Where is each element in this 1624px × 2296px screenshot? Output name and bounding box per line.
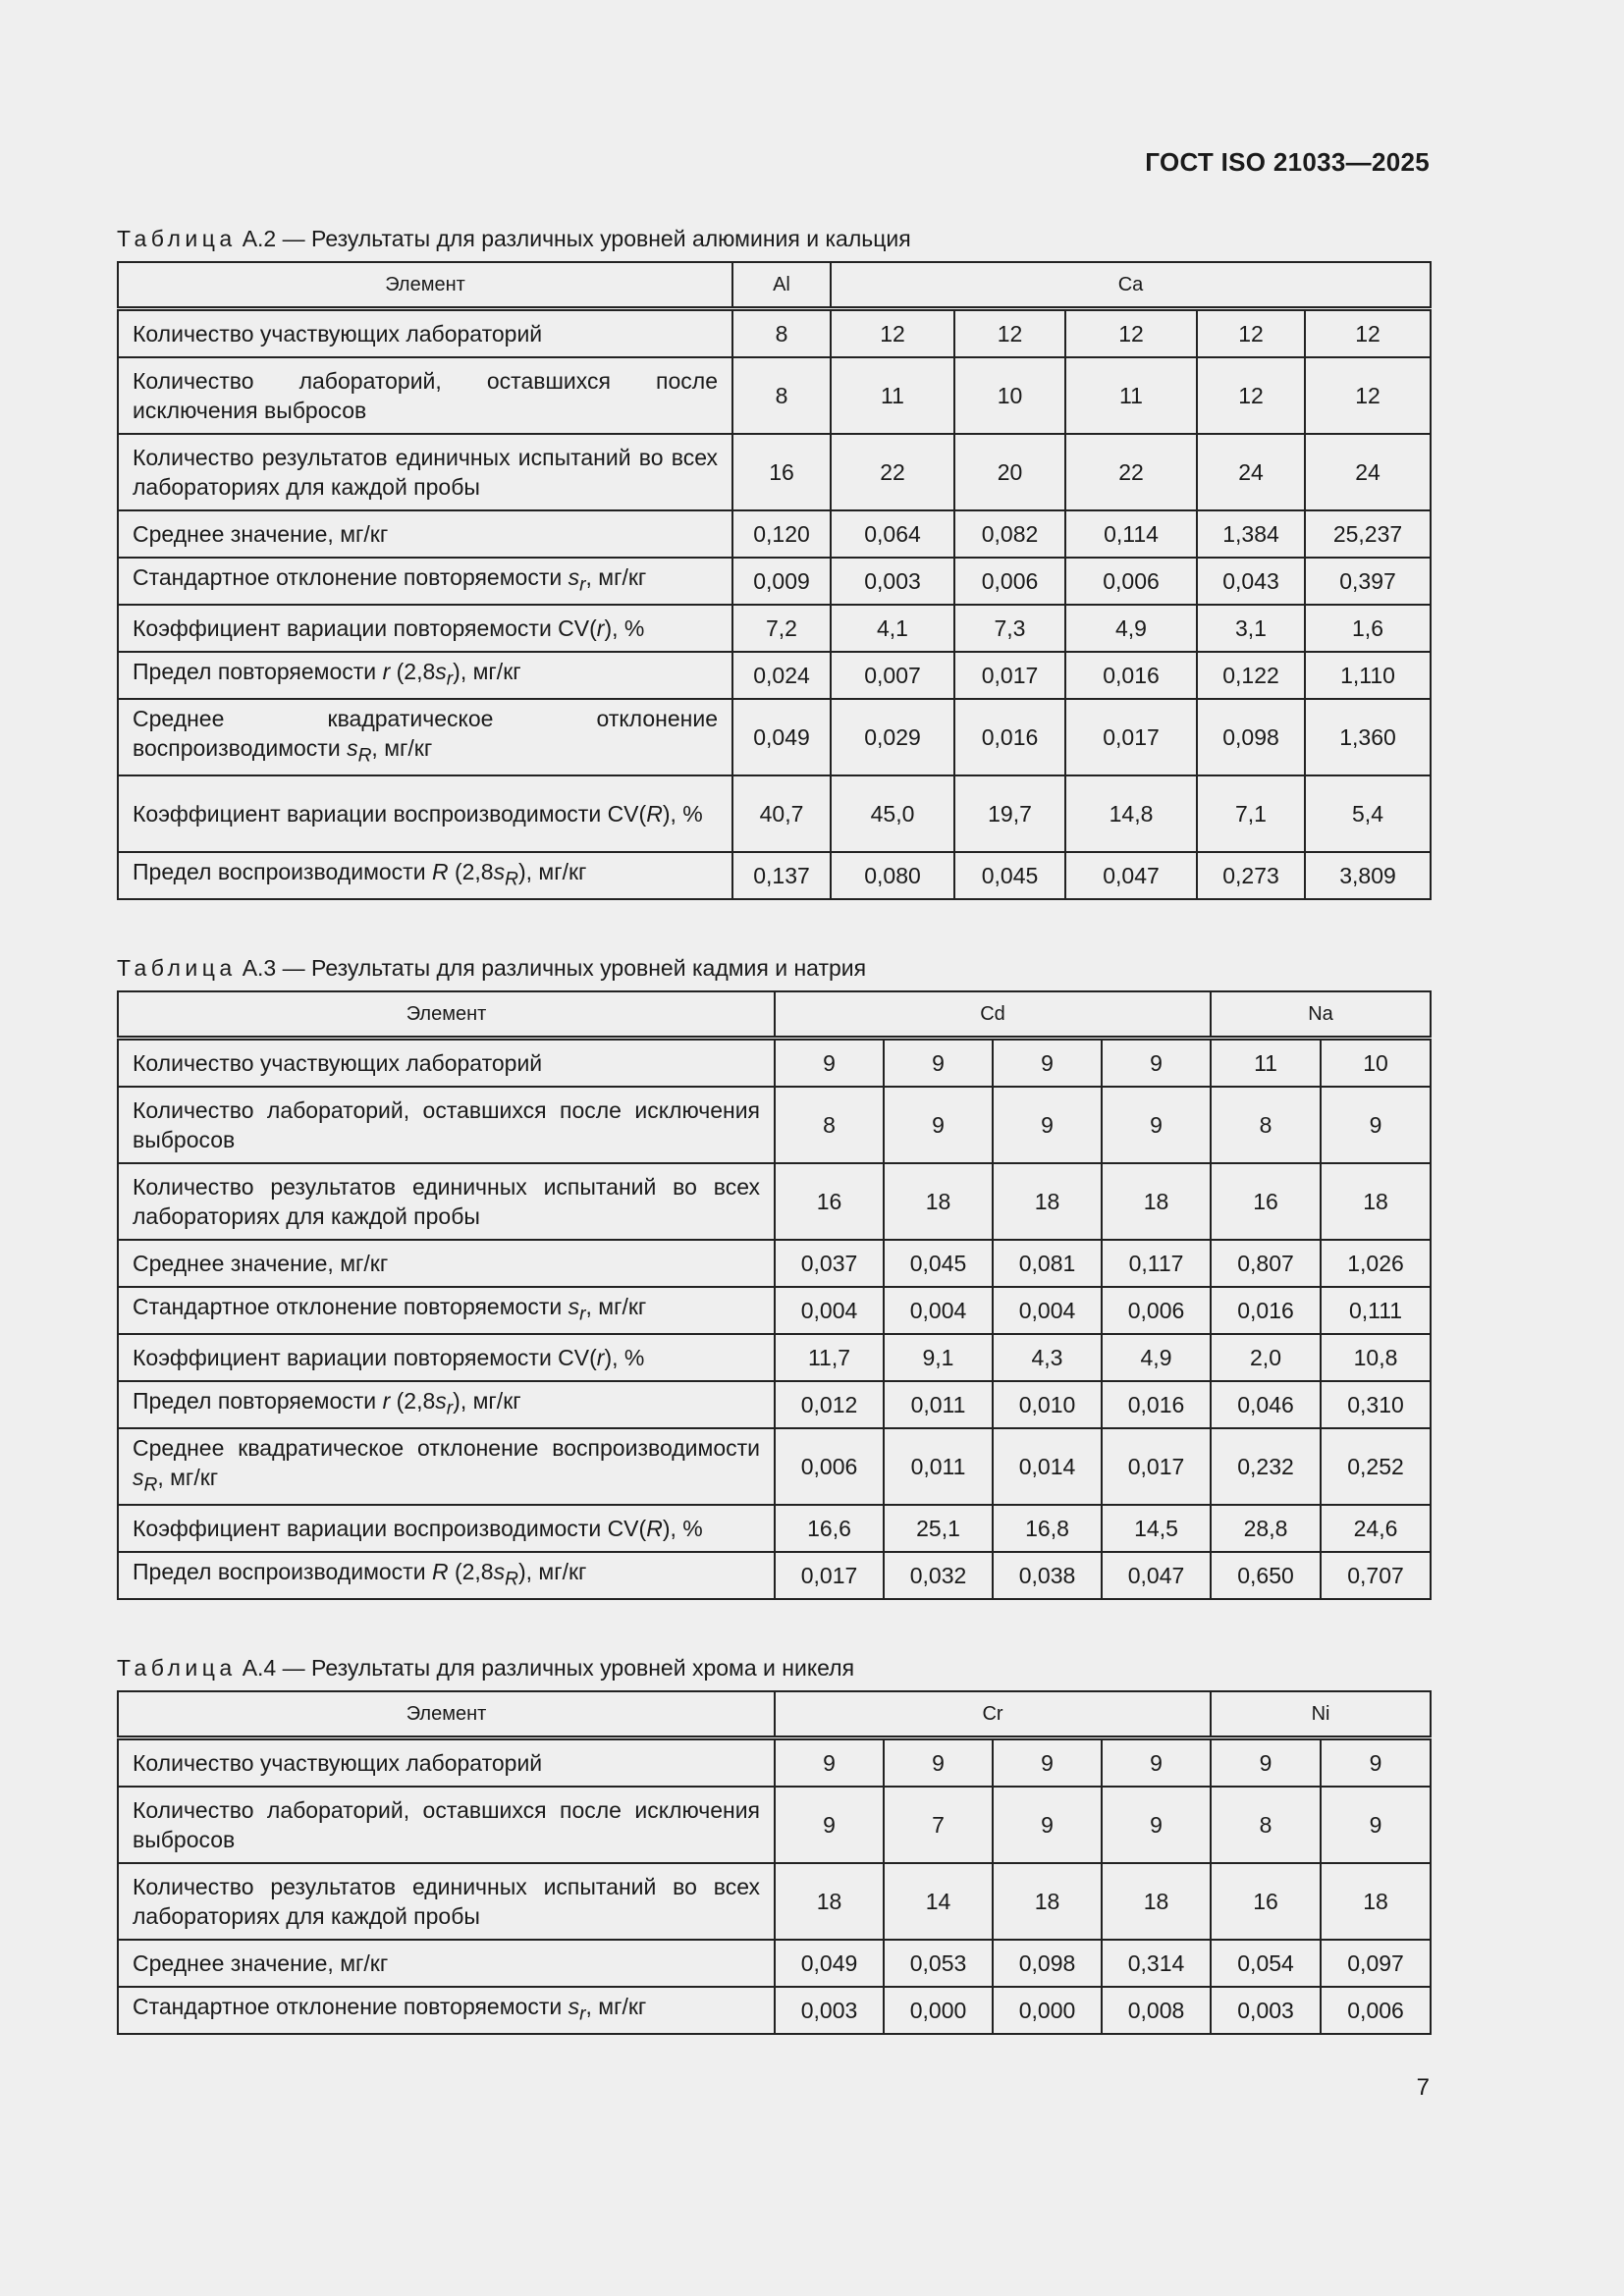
value-cell: 0,314 [1102,1940,1211,1987]
value-cell: 22 [1065,434,1197,510]
value-cell: 0,003 [1211,1987,1321,2034]
value-cell: 12 [954,309,1065,358]
value-cell: 14 [884,1863,993,1940]
document-header: ГОСТ ISO 21033—2025 [1145,147,1430,177]
value-cell: 24,6 [1321,1505,1431,1552]
value-cell: 0,049 [775,1940,884,1987]
value-cell: 9 [993,1087,1102,1163]
value-cell: 0,098 [1197,699,1305,775]
value-cell: 14,5 [1102,1505,1211,1552]
row-label: Стандартное отклонение повторяемости $s_r$, мг/кг [118,1987,775,2034]
value-cell: 16 [775,1163,884,1240]
value-cell: 1,026 [1321,1240,1431,1287]
value-cell: 7,2 [732,605,831,652]
table-row [118,775,1431,852]
table-row [118,1863,1431,1940]
value-cell: 0,046 [1211,1381,1321,1428]
row-label: Количество результатов единичных испытаний во всех лабораториях для каждой пробы [118,1163,775,1240]
table-row [118,510,1431,558]
value-cell: 8 [775,1087,884,1163]
value-cell: 0,045 [954,852,1065,899]
value-cell: 0,137 [732,852,831,899]
value-cell: 12 [1065,309,1197,358]
value-cell: 9 [884,1738,993,1788]
row-label: Количество лабораторий, оставшихся после исключения выбросов [118,357,732,434]
value-cell: 0,038 [993,1552,1102,1599]
value-cell: 9 [1321,1738,1431,1788]
table-row [118,434,1431,510]
value-cell: 10,8 [1321,1334,1431,1381]
table-row [118,1940,1431,1987]
value-cell: 9 [775,1738,884,1788]
table-header-row [118,1691,1431,1738]
value-cell: 24 [1197,434,1305,510]
row-label: Среднее значение, мг/кг [118,510,732,558]
value-cell: 16 [1211,1163,1321,1240]
value-cell: 8 [732,309,831,358]
table-caption [117,953,1430,983]
row-label: Коэффициент вариации повторяемости CV(r), % [118,605,732,652]
value-cell: 40,7 [732,775,831,852]
value-cell: 0,650 [1211,1552,1321,1599]
value-cell: 9 [1321,1787,1431,1863]
value-cell: 9 [775,1039,884,1088]
value-cell: 0,807 [1211,1240,1321,1287]
table-row [118,1787,1431,1863]
value-cell: 9 [993,1738,1102,1788]
value-cell: 25,237 [1305,510,1431,558]
value-cell: 0,037 [775,1240,884,1287]
element-group-cell: Cr [775,1691,1211,1738]
row-label: Коэффициент вариации воспроизводимости CV(R), % [118,775,732,852]
value-cell: 16,6 [775,1505,884,1552]
value-cell: 0,016 [954,699,1065,775]
table-caption-text: А.4 — Результаты для различных уровней хрома и никеля [242,1655,855,1681]
value-cell: 16 [732,434,831,510]
value-cell: 7,3 [954,605,1065,652]
value-cell: 4,3 [993,1334,1102,1381]
value-cell: 9 [1102,1738,1211,1788]
value-cell: 19,7 [954,775,1065,852]
table-row [118,1240,1431,1287]
element-header-cell: Элемент [118,262,732,309]
value-cell: 0,043 [1197,558,1305,605]
value-cell: 18 [1321,1863,1431,1940]
row-label: Количество лабораторий, оставшихся после исключения выбросов [118,1787,775,1863]
value-cell: 18 [775,1863,884,1940]
value-cell: 12 [1197,309,1305,358]
value-cell: 0,111 [1321,1287,1431,1334]
results-table-a3 [117,990,1432,1600]
value-cell: 12 [1305,357,1431,434]
value-cell: 9 [993,1039,1102,1088]
table-row [118,1505,1431,1552]
value-cell: 0,014 [993,1428,1102,1505]
value-cell: 9 [884,1039,993,1088]
value-cell: 0,017 [954,652,1065,699]
value-cell: 16 [1211,1863,1321,1940]
value-cell: 9 [884,1087,993,1163]
table-caption-label: Таблица [117,955,237,981]
row-label: Предел повторяемости r $(2,8s_r)$, мг/кг [118,652,732,699]
value-cell: 0,047 [1102,1552,1211,1599]
row-label: Среднее квадратическое отклонение воспроизводимости $s_R$, мг/кг [118,699,732,775]
value-cell: 22 [831,434,954,510]
value-cell: 18 [1102,1163,1211,1240]
value-cell: 3,1 [1197,605,1305,652]
value-cell: 0,082 [954,510,1065,558]
value-cell: 0,080 [831,852,954,899]
element-group-cell: Cd [775,991,1211,1039]
row-label: Коэффициент вариации воспроизводимости CV(R), % [118,1505,775,1552]
value-cell: 11,7 [775,1334,884,1381]
value-cell: 0,017 [775,1552,884,1599]
value-cell: 0,003 [775,1987,884,2034]
table-row [118,1428,1431,1505]
table-a3-block [117,953,1430,1600]
value-cell: 0,010 [993,1381,1102,1428]
table-header-row [118,262,1431,309]
value-cell: 25,1 [884,1505,993,1552]
value-cell: 0,012 [775,1381,884,1428]
value-cell: 18 [884,1163,993,1240]
table-caption-label: Таблица [117,1655,237,1681]
table-row [118,652,1431,699]
table-row [118,1987,1431,2034]
value-cell: 7 [884,1787,993,1863]
element-header-cell: Элемент [118,1691,775,1738]
table-caption-text: А.2 — Результаты для различных уровней алюминия и кальция [242,226,911,251]
value-cell: 9 [775,1787,884,1863]
value-cell: 0,053 [884,1940,993,1987]
value-cell: 0,006 [1102,1287,1211,1334]
value-cell: 7,1 [1197,775,1305,852]
value-cell: 0,097 [1321,1940,1431,1987]
value-cell: 0,011 [884,1428,993,1505]
value-cell: 0,232 [1211,1428,1321,1505]
table-row [118,1552,1431,1599]
table-row [118,1381,1431,1428]
value-cell: 4,1 [831,605,954,652]
table-row [118,1738,1431,1788]
value-cell: 3,809 [1305,852,1431,899]
value-cell: 45,0 [831,775,954,852]
row-label: Предел воспроизводимости R $(2,8s_R)$, мг/кг [118,1552,775,1599]
value-cell: 0,029 [831,699,954,775]
value-cell: 16,8 [993,1505,1102,1552]
value-cell: 0,707 [1321,1552,1431,1599]
table-row [118,558,1431,605]
value-cell: 10 [954,357,1065,434]
table-a2-block [117,224,1430,900]
row-label: Стандартное отклонение повторяемости $s_r$, мг/кг [118,1287,775,1334]
table-row [118,1287,1431,1334]
value-cell: 24 [1305,434,1431,510]
table-row [118,1087,1431,1163]
row-label: Стандартное отклонение повторяемости $s_r$, мг/кг [118,558,732,605]
value-cell: 18 [1102,1863,1211,1940]
value-cell: 0,008 [1102,1987,1211,2034]
value-cell: 0,006 [1065,558,1197,605]
value-cell: 0,081 [993,1240,1102,1287]
value-cell: 2,0 [1211,1334,1321,1381]
value-cell: 9 [1102,1039,1211,1088]
value-cell: 0,004 [884,1287,993,1334]
value-cell: 0,006 [775,1428,884,1505]
row-label: Среднее значение, мг/кг [118,1240,775,1287]
value-cell: 1,110 [1305,652,1431,699]
element-group-cell: Al [732,262,831,309]
table-caption [117,224,1430,253]
results-table-a4 [117,1690,1432,2035]
row-label: Количество участвующих лабораторий [118,1738,775,1788]
value-cell: 12 [1197,357,1305,434]
value-cell: 5,4 [1305,775,1431,852]
value-cell: 0,114 [1065,510,1197,558]
table-row [118,699,1431,775]
value-cell: 0,032 [884,1552,993,1599]
table-row [118,309,1431,358]
page-number: 7 [1416,2074,1430,2101]
table-row [118,605,1431,652]
table-caption-label: Таблица [117,226,237,251]
table-header-row [118,991,1431,1039]
value-cell: 0,024 [732,652,831,699]
value-cell: 0,122 [1197,652,1305,699]
value-cell: 0,016 [1211,1287,1321,1334]
row-label: Предел воспроизводимости R $(2,8s_R)$, мг/кг [118,852,732,899]
table-row [118,852,1431,899]
element-group-cell: Na [1211,991,1431,1039]
value-cell: 0,397 [1305,558,1431,605]
value-cell: 0,006 [954,558,1065,605]
value-cell: 14,8 [1065,775,1197,852]
value-cell: 0,004 [993,1287,1102,1334]
value-cell: 0,047 [1065,852,1197,899]
row-label: Среднее значение, мг/кг [118,1940,775,1987]
element-header-cell: Элемент [118,991,775,1039]
value-cell: 0,011 [884,1381,993,1428]
value-cell: 9 [1102,1787,1211,1863]
row-label: Количество участвующих лабораторий [118,309,732,358]
row-label: Количество результатов единичных испытаний во всех лабораториях для каждой пробы [118,1863,775,1940]
value-cell: 0,017 [1102,1428,1211,1505]
row-label: Количество лабораторий, оставшихся после исключения выбросов [118,1087,775,1163]
row-label: Количество участвующих лабораторий [118,1039,775,1088]
value-cell: 9 [1321,1087,1431,1163]
value-cell: 0,252 [1321,1428,1431,1505]
table-row [118,1334,1431,1381]
value-cell: 0,054 [1211,1940,1321,1987]
table-row [118,1163,1431,1240]
value-cell: 9 [1211,1738,1321,1788]
value-cell: 1,384 [1197,510,1305,558]
value-cell: 0,000 [884,1987,993,2034]
table-a4-block [117,1653,1430,2035]
value-cell: 0,117 [1102,1240,1211,1287]
value-cell: 28,8 [1211,1505,1321,1552]
table-caption [117,1653,1430,1682]
value-cell: 0,120 [732,510,831,558]
value-cell: 0,009 [732,558,831,605]
value-cell: 0,273 [1197,852,1305,899]
value-cell: 9 [993,1787,1102,1863]
value-cell: 0,006 [1321,1987,1431,2034]
value-cell: 18 [993,1863,1102,1940]
value-cell: 0,016 [1102,1381,1211,1428]
value-cell: 9,1 [884,1334,993,1381]
value-cell: 1,6 [1305,605,1431,652]
element-group-cell: Ca [831,262,1431,309]
value-cell: 4,9 [1065,605,1197,652]
table-row [118,1039,1431,1088]
value-cell: 18 [1321,1163,1431,1240]
value-cell: 0,017 [1065,699,1197,775]
value-cell: 0,007 [831,652,954,699]
results-table-a2 [117,261,1432,900]
value-cell: 0,310 [1321,1381,1431,1428]
element-group-cell: Ni [1211,1691,1431,1738]
value-cell: 0,000 [993,1987,1102,2034]
row-label: Коэффициент вариации повторяемости CV(r), % [118,1334,775,1381]
value-cell: 4,9 [1102,1334,1211,1381]
value-cell: 11 [1065,357,1197,434]
row-label: Предел повторяемости r $(2,8s_r)$, мг/кг [118,1381,775,1428]
value-cell: 18 [993,1163,1102,1240]
row-label: Количество результатов единичных испытаний во всех лабораториях для каждой пробы [118,434,732,510]
value-cell: 8 [732,357,831,434]
value-cell: 10 [1321,1039,1431,1088]
value-cell: 0,016 [1065,652,1197,699]
value-cell: 9 [1102,1087,1211,1163]
value-cell: 20 [954,434,1065,510]
value-cell: 0,064 [831,510,954,558]
value-cell: 0,004 [775,1287,884,1334]
value-cell: 11 [1211,1039,1321,1088]
value-cell: 8 [1211,1787,1321,1863]
value-cell: 12 [1305,309,1431,358]
value-cell: 8 [1211,1087,1321,1163]
value-cell: 11 [831,357,954,434]
value-cell: 12 [831,309,954,358]
value-cell: 0,049 [732,699,831,775]
value-cell: 0,045 [884,1240,993,1287]
value-cell: 0,098 [993,1940,1102,1987]
value-cell: 1,360 [1305,699,1431,775]
value-cell: 0,003 [831,558,954,605]
table-row [118,357,1431,434]
row-label: Среднее квадратическое отклонение воспроизводимости $s_R$, мг/кг [118,1428,775,1505]
table-caption-text: А.3 — Результаты для различных уровней кадмия и натрия [242,955,867,981]
